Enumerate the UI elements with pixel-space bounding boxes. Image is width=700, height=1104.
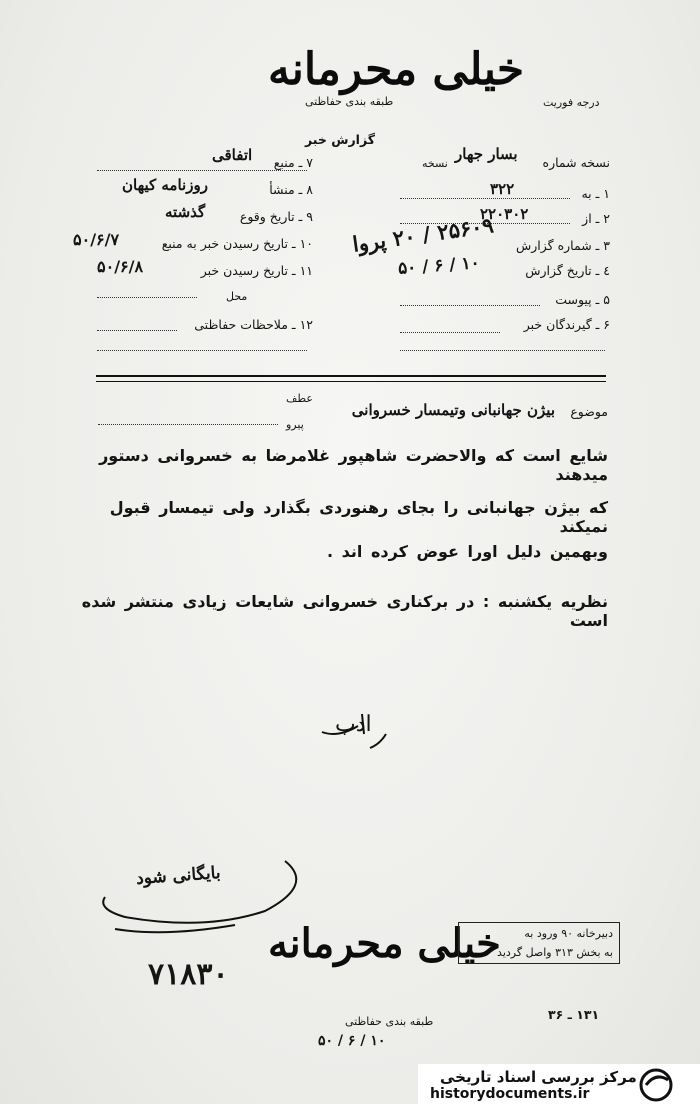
handwritten-note: بایگانی شود bbox=[135, 863, 222, 889]
event-date-label: ۹ ـ تاریخ وقوع bbox=[239, 209, 313, 224]
recipients-line-2 bbox=[400, 350, 605, 351]
report-number-value: ۲۵۶۰۹ / ۲۰ پروا bbox=[350, 212, 496, 257]
page-code: ۱۳۱ ـ ۳۶ bbox=[548, 1007, 600, 1022]
body-line-2: که بیژن جهانبانی را بجای رهنوردی بگذارد ولی تیمسار قبول نمیکند bbox=[109, 498, 608, 536]
notes-label: ۱۲ ـ ملاحظات حفاظتی bbox=[194, 317, 313, 332]
location-label: محل bbox=[226, 290, 248, 303]
signature: ادب bbox=[335, 712, 372, 737]
subject-value: بیژن جهانبانی وتیمسار خسروانی bbox=[351, 401, 555, 419]
recipients-label: ۶ ـ گیرندگان خبر bbox=[523, 317, 610, 332]
urgency-label: درجه فوریت bbox=[543, 96, 600, 109]
watermark-title: مرکز بررسی اسناد تاریخی bbox=[440, 1068, 637, 1086]
report-date-label: ٤ ـ تاریخ گزارش bbox=[525, 263, 610, 278]
copy-number-value: بسار جهار bbox=[455, 145, 518, 163]
notes-line bbox=[97, 330, 177, 331]
separator-rule bbox=[96, 375, 606, 377]
signature-stroke bbox=[318, 704, 398, 754]
source-line bbox=[97, 170, 307, 171]
attachment-label: ۵ ـ پیوست bbox=[555, 292, 610, 307]
date-stamp: ۱۰ / ۶ / ۵۰ bbox=[318, 1033, 386, 1049]
source-label: ۷ ـ منبع bbox=[273, 155, 313, 170]
receipt-box-line-2: به بخش ۳۱۳ واصل گردید bbox=[497, 946, 613, 959]
received-source-label: ۱۰ ـ تاریخ رسیدن خبر به منبع bbox=[161, 236, 313, 251]
classification-sublabel-bottom: طبقه بندی حفاظتی bbox=[345, 1015, 434, 1028]
separator-rule-thin bbox=[96, 381, 606, 382]
body-line-4: نظریه یکشنبه : در برکناری خسروانی شایعات زیادی منتشر شده است bbox=[81, 592, 608, 630]
copy-number-label: نسخه شماره bbox=[542, 155, 610, 170]
origin-label: ۸ ـ منشأ bbox=[269, 182, 313, 197]
notes-line-2 bbox=[97, 350, 307, 351]
location-line-1 bbox=[97, 297, 197, 298]
to-line bbox=[400, 198, 570, 199]
received-news-label: ۱۱ ـ تاریخ رسیدن خبر bbox=[200, 263, 313, 278]
report-date-value: ۱۰ / ۶ / ۵۰ bbox=[397, 253, 481, 279]
watermark-url: historydocuments.ir bbox=[430, 1086, 590, 1102]
subject-label: موضوع bbox=[570, 404, 608, 419]
receipt-box-line-1: دبیرخانه ۹۰ ورود به bbox=[524, 927, 613, 940]
watermark-logo-icon bbox=[636, 1068, 678, 1102]
received-news-value: ۵۰/۶/۸ bbox=[97, 257, 144, 276]
from-value: ۲۲۰۳۰۲ bbox=[480, 205, 529, 223]
receipt-box bbox=[458, 922, 620, 964]
classification-stamp-top: خیلی محرمانه bbox=[268, 44, 525, 95]
report-number-label: ۳ ـ شماره گزارش bbox=[515, 238, 610, 253]
to-value: ۳۲۲ bbox=[490, 180, 515, 198]
classification-stamp-bottom: خیلی محرمانه bbox=[268, 920, 501, 967]
archive-number: ۷۱۸۳۰ bbox=[148, 957, 229, 992]
report-title: گزارش خبر bbox=[305, 132, 376, 147]
body-line-1: شایع است که والاحضرت شاهپور غلامرضا به خسروانی دستور میدهند bbox=[99, 446, 608, 484]
event-date-value: گذشته bbox=[165, 203, 206, 221]
source-value: اتفاقی bbox=[212, 146, 253, 164]
to-label: ۱ ـ به bbox=[581, 186, 610, 201]
subject-side-top: عطف bbox=[286, 392, 313, 405]
origin-value: روزنامه کیهان bbox=[122, 176, 208, 194]
classification-sublabel: طبقه بندی حفاظتی bbox=[305, 95, 394, 108]
received-source-value: ۵۰/۶/۷ bbox=[73, 230, 120, 249]
recipients-line bbox=[400, 332, 500, 333]
attachment-line bbox=[400, 305, 540, 306]
from-label: ۲ ـ از bbox=[582, 211, 610, 226]
copy-suffix: نسخه bbox=[422, 157, 448, 170]
subject-side-line bbox=[98, 424, 278, 425]
body-line-3: وبهمین دلیل اورا عوض کرده اند . bbox=[327, 542, 608, 561]
subject-side-bottom: پیرو bbox=[286, 418, 304, 431]
